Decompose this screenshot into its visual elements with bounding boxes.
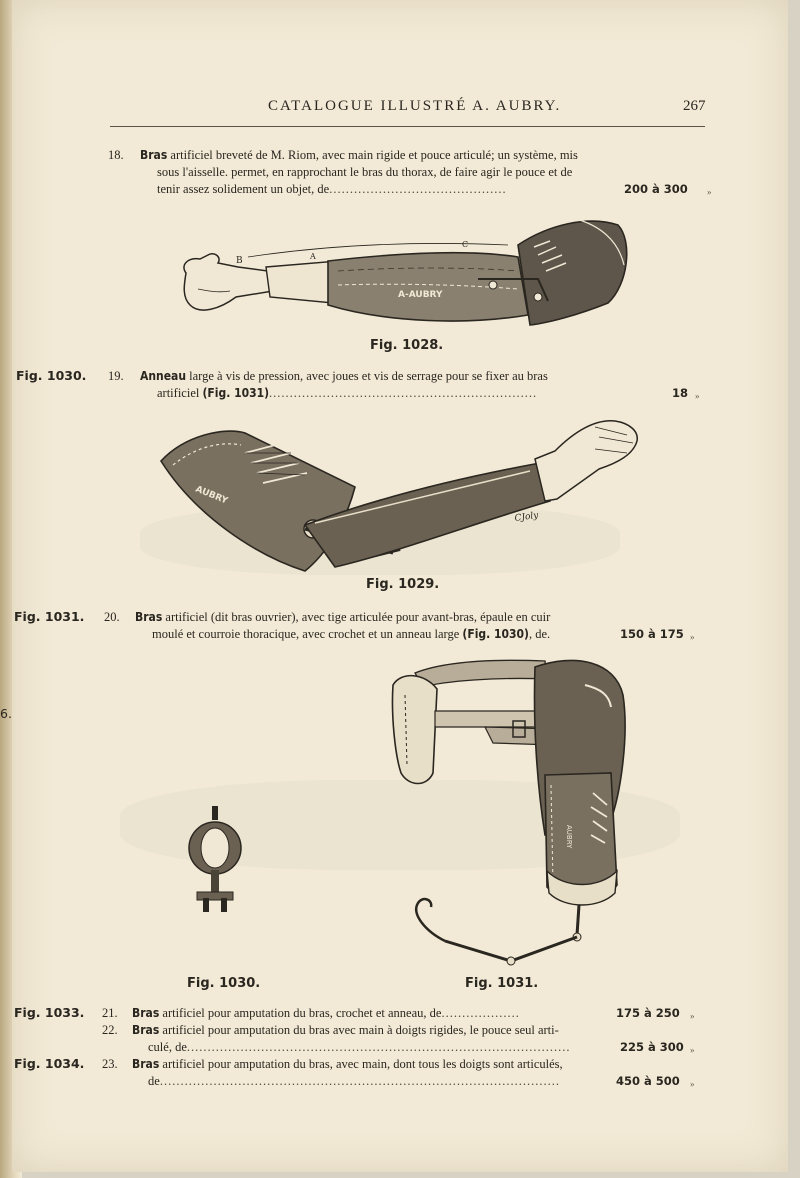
catalogue-title: CATALOGUE ILLUSTRÉ A. AUBRY.: [268, 98, 562, 114]
entry-price: 175 à 250: [616, 1006, 680, 1020]
entry-line: Bras artificiel breveté de M. Riom, avec main rigide et pouce articulé; un système, mis: [140, 148, 578, 162]
header-rule: [110, 126, 705, 127]
figure-1031-caption: Fig. 1031.: [465, 976, 539, 991]
figure-1029-caption: Fig. 1029.: [366, 577, 440, 592]
entry-line: Bras artificiel pour amputation du bras, avec main, dont tous les doigts sont articulés,: [132, 1057, 563, 1071]
figure-1031-illustration: [385, 655, 635, 970]
price-suffix: »: [695, 391, 700, 401]
entry-price: 225 à 300: [620, 1040, 684, 1054]
figure-1030-caption: Fig. 1030.: [187, 976, 261, 991]
entry-line: Anneau large à vis de pression, avec joues et vis de serrage pour se fixer au bras: [140, 369, 548, 383]
entry-line: culé, de.............................................................................................: [148, 1040, 571, 1054]
price-suffix: »: [690, 1011, 695, 1021]
entry-price: 18: [672, 386, 689, 400]
entry-line: Bras artificiel pour amputation du bras avec main à doigts rigides, le pouce seul arti-: [132, 1023, 559, 1037]
entry-line: de.................................................................................................: [148, 1074, 560, 1088]
engraved-maker-mark: A-AUBRY: [398, 290, 443, 300]
price-suffix: »: [690, 1079, 695, 1089]
figure-1029-illustration: [155, 405, 645, 575]
engraved-maker-mark: AUBRY: [193, 484, 229, 507]
figure-1030-illustration: [185, 806, 245, 916]
page-header: [0, 98, 800, 128]
page-number: 267: [683, 98, 706, 114]
margin-fig-ref: Fig. 1031.: [14, 609, 85, 624]
entry-line: moulé et courroie thoracique, avec crochet et un anneau large (Fig. 1030), de.: [152, 627, 551, 641]
entry-number: 19.: [108, 369, 124, 383]
entry-line: artificiel (Fig. 1031).................................................................: [157, 386, 538, 400]
entry-number: 20.: [104, 610, 120, 624]
margin-fig-ref: Fig. 1030.: [16, 368, 87, 383]
figure-letter: B: [236, 256, 243, 266]
price-suffix: »: [690, 632, 695, 642]
entry-line: sous l'aisselle. permet, en rapprochant le bras du thorax, de faire agir le pouce et de: [157, 165, 573, 179]
entry-line: Bras artificiel pour amputation du bras, crochet et anneau, de...................: [132, 1006, 520, 1020]
price-suffix: »: [690, 1045, 695, 1055]
entry-price: 450 à 500: [616, 1074, 680, 1088]
figure-letter: C: [462, 240, 469, 249]
figure-1028-caption: Fig. 1028.: [370, 338, 444, 353]
margin-fig-ref: Fig. 1034.: [14, 1056, 85, 1071]
engraver-signature: CJoly: [514, 510, 540, 524]
price-suffix: »: [707, 187, 712, 197]
figure-1028-illustration: [178, 205, 633, 335]
entry-number: 23.: [102, 1057, 118, 1071]
margin-fig-ref: Fig. 1033.: [14, 1005, 85, 1020]
entry-number: 18.: [108, 148, 124, 162]
entry-number: 22.: [102, 1023, 118, 1037]
entry-line: Bras artificiel (dit bras ouvrier), avec tige articulée pour avant-bras, épaule en cuir: [135, 610, 551, 624]
entry-number: 21.: [102, 1006, 118, 1020]
entry-price: 200 à 300: [624, 182, 688, 196]
entry-price: 150 à 175: [620, 627, 684, 641]
figure-letter: A: [310, 252, 316, 261]
engraved-maker-mark: AUBRY: [565, 825, 573, 849]
entry-line: tenir assez solidement un objet, de...........................................: [157, 182, 507, 196]
margin-stray-mark: 6.: [0, 706, 12, 721]
